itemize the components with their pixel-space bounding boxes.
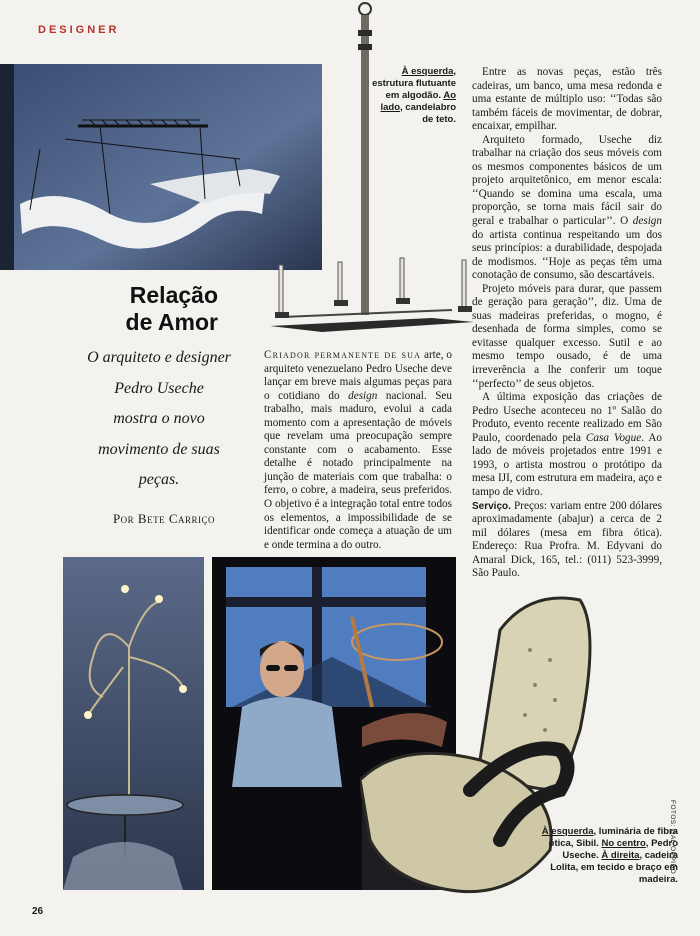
photo-credit: FOTOS: GAL OPPIDO [669, 800, 676, 875]
article-headline: Relação de Amor [125, 282, 218, 335]
body-column-1 [264, 349, 452, 552]
paragraph: Projeto móveis para durar, que passem de geração para geração’’, diz. Uma de suas madeiras preferidas, o mogno, é desenhada de forma simples, como se evitasse qualquer excesso. Sutil e ao mesmo tempo ousado, é de uma irreverência a lhe conferir um toque ‘‘perfecto’’ de seus objetos. [472, 282, 662, 390]
bottom-photo-caption [538, 826, 678, 886]
page-number: 26 [32, 906, 44, 917]
caption-right-label: Ao lado [380, 90, 456, 113]
caption-left-text: , luminária de fibra ótica, Sibil. [548, 826, 678, 849]
body-text: Arquiteto formado, Useche diz trabalhar na criação dos seus móveis com os mesmos componentes básicos de um projeto arquitetônico, em menor escala: ‘‘Quando se domina uma escala, uma proporção, se torna mais fácil sair do geral e trabalhar o particular’’. O [472, 133, 662, 228]
deck-line: mostra o novo [113, 410, 205, 427]
service-text: Preços: variam entre 200 dólares aproximadamente (abajur) a cerca de 2 mil dólares (mesa em fibra ótica). Endereço: Rua Profra. M. Edyvani do Amaral Dick, 165, tel.: (011) 523-3999, São Paulo. [472, 499, 662, 580]
body-text: do artista continua respeitando um dos seus princípios: a durabilidade, despojada de modismos. ‘‘Hoje as peças têm uma conotação de consumo, são descartáveis. [472, 228, 662, 282]
body-text: A última exposição das criações de Pedro Useche aconteceu no 1º Salão do Produto, evento recente realizado em São Paulo, coordenado pela [472, 391, 662, 444]
section-label: DESIGNER [38, 24, 120, 36]
deck-line: movimento de suas [98, 440, 220, 458]
service-label: Serviço. [472, 500, 511, 512]
body-emphasis: design [632, 215, 662, 228]
fiber-optic-lamp-photo [63, 557, 204, 890]
deck-line: peças. [138, 471, 180, 488]
body-text: nacional. Seu trabalho, mais maduro, evolui a cada momento com a apresentação de móveis que revelam uma preocupação sempre constante com o acabamento. Esse detalhe é notado principalmente na junção de materiais com que trabalha: o ferro, o cobre, a madeira, seus preferidos. O objetivo é a integração total entre todos os elementos, a impossibilidade de se identificar onde começa a atuação de um e onde termina a do outro. [264, 389, 452, 551]
byline: Por Bete Carriço [112, 511, 216, 526]
body-text: . Ao lado de móveis projetados entre 1991 e 1993, o artista mostrou o protótipo da mesa IJI, com estrutura em madeira, aço e tampo de vidro. [472, 431, 662, 498]
top-photo-caption [372, 66, 456, 126]
caption-center-text: , Pedro Useche. [562, 838, 678, 861]
service-info [472, 500, 662, 581]
caption-center-label: No centro [601, 838, 646, 849]
paragraph [472, 134, 662, 283]
lead-in: Criador permanente de sua [264, 349, 422, 361]
deck-line: Pedro Useche [114, 379, 204, 397]
body-emphasis: design [348, 389, 378, 402]
caption-right-text: , candelabro de teto. [400, 102, 456, 125]
article-deck [68, 343, 250, 496]
body-column-2 [472, 66, 662, 581]
caption-left-label: À esquerda [541, 826, 594, 837]
body-emphasis: Casa Vogue [585, 431, 642, 444]
body-text: arte, o arquiteto venezuelano Pedro Useche deve lançar em breve mais algumas peças para o cotidiano do [264, 349, 453, 402]
deck-line: O arquiteto e designer [87, 349, 231, 366]
paragraph: Entre as novas peças, estão três cadeiras, um banco, uma mesa redonda e uma estante de múltiplo uso: ‘‘Todas são também fáceis de movimentar, de dobrar, encaixar, empilhar. [472, 66, 662, 133]
caption-right-label: À direita [601, 850, 640, 861]
ceiling-candelabra-illustration [262, 0, 478, 340]
caption-left-label: À esquerda [401, 66, 454, 77]
caption-left-text: , estrutura flutuante em algodão. [372, 66, 456, 101]
lamp-illustration [63, 557, 204, 890]
caption-right-text: , cadeira Lolita, em tecido e braço em madeira. [550, 850, 678, 885]
paragraph [472, 391, 662, 499]
